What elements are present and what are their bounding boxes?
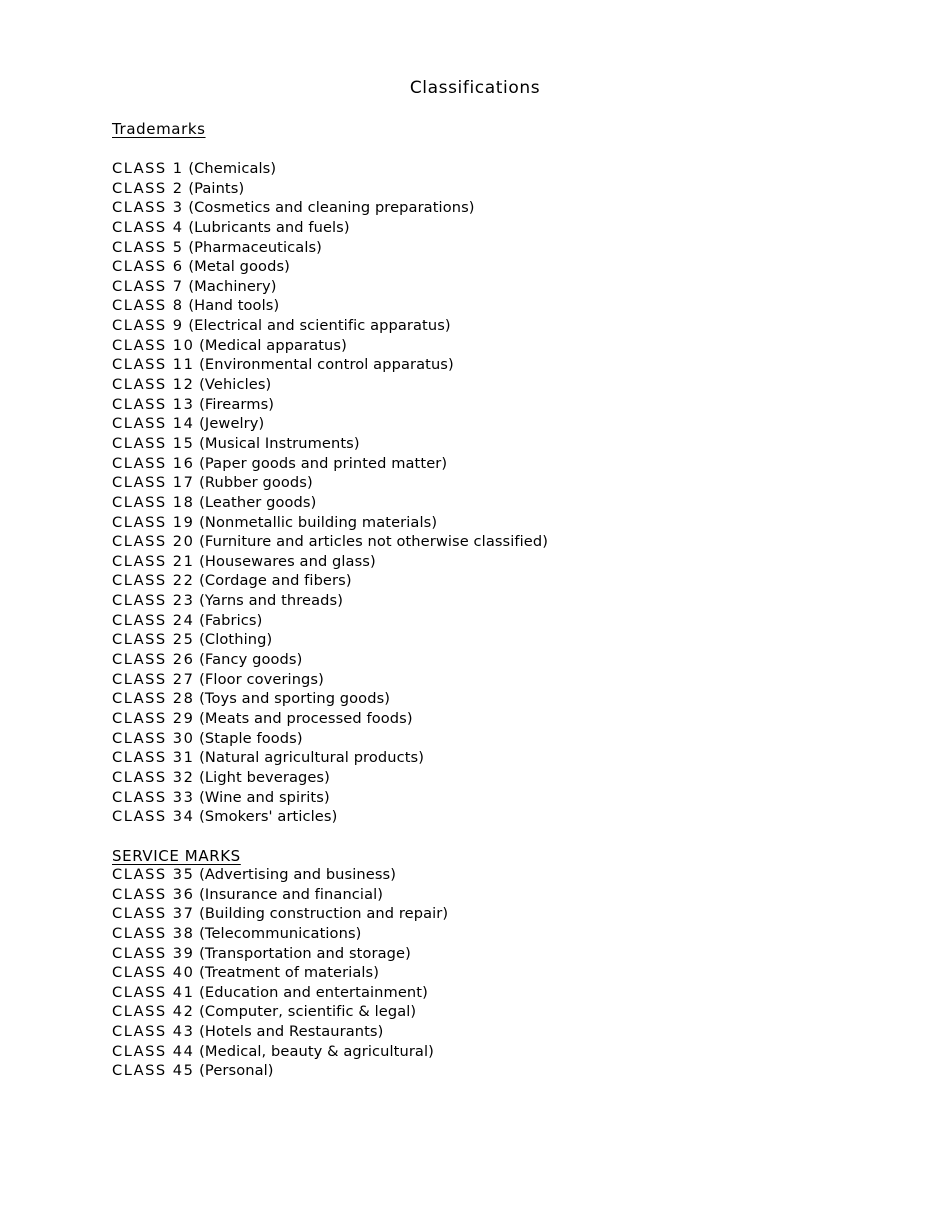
class-label: CLASS 44 (112, 1042, 195, 1060)
trademark-class-item (112, 414, 548, 434)
class-label: CLASS 17 (112, 474, 195, 492)
class-description: (Metal goods) (188, 258, 290, 276)
trademark-class-item (112, 159, 548, 179)
trademark-class-item (112, 650, 548, 670)
class-description: (Paints) (188, 179, 245, 197)
class-label: CLASS 16 (112, 454, 195, 472)
service-mark-class-item (112, 983, 448, 1003)
trademark-class-item (112, 768, 548, 788)
class-label: CLASS 29 (112, 709, 195, 727)
trademark-class-item (112, 316, 548, 336)
class-description: (Hand tools) (188, 297, 280, 315)
service-mark-class-item (112, 865, 448, 885)
class-description: (Environmental control apparatus) (199, 356, 454, 374)
trademark-class-item (112, 218, 548, 238)
class-description: (Treatment of materials) (199, 964, 380, 982)
class-description: (Jewelry) (199, 415, 265, 433)
class-label: CLASS 26 (112, 651, 195, 669)
trademark-class-item (112, 788, 548, 808)
trademark-class-list (112, 159, 548, 827)
class-description: (Building construction and repair) (199, 905, 449, 923)
class-label: CLASS 5 (112, 238, 184, 256)
trademark-class-item (112, 532, 548, 552)
class-description: (Vehicles) (199, 376, 272, 394)
class-label: CLASS 41 (112, 983, 195, 1001)
class-description: (Machinery) (188, 277, 277, 295)
class-label: CLASS 27 (112, 670, 195, 688)
class-label: CLASS 32 (112, 768, 195, 786)
trademark-class-item (112, 434, 548, 454)
class-label: CLASS 25 (112, 631, 195, 649)
class-label: CLASS 9 (112, 317, 184, 335)
class-description: (Cosmetics and cleaning preparations) (188, 199, 475, 217)
trademark-class-item (112, 179, 548, 199)
class-label: CLASS 12 (112, 376, 195, 394)
class-label: CLASS 21 (112, 552, 195, 570)
class-description: (Natural agricultural products) (199, 749, 425, 767)
class-label: CLASS 33 (112, 788, 195, 806)
trademark-class-item (112, 611, 548, 631)
trademark-class-item (112, 689, 548, 709)
service-mark-class-item (112, 1002, 448, 1022)
class-label: CLASS 6 (112, 258, 184, 276)
trademark-class-item (112, 277, 548, 297)
class-label: CLASS 43 (112, 1023, 195, 1041)
class-description: (Toys and sporting goods) (199, 690, 391, 708)
service-mark-class-item (112, 1042, 448, 1062)
trademark-class-item (112, 748, 548, 768)
trademark-class-item (112, 473, 548, 493)
class-description: (Rubber goods) (199, 474, 313, 492)
class-label: CLASS 7 (112, 277, 184, 295)
trademark-class-item (112, 296, 548, 316)
class-label: CLASS 34 (112, 808, 195, 826)
class-description: (Electrical and scientific apparatus) (188, 317, 451, 335)
class-description: (Pharmaceuticals) (188, 238, 322, 256)
trademark-class-item (112, 709, 548, 729)
trademark-class-item (112, 729, 548, 749)
service-mark-class-item (112, 885, 448, 905)
class-description: (Lubricants and fuels) (188, 218, 350, 236)
trademark-class-item (112, 454, 548, 474)
class-description: (Cordage and fibers) (199, 572, 352, 590)
class-label: CLASS 20 (112, 533, 195, 551)
class-description: (Light beverages) (199, 768, 330, 786)
class-description: (Fancy goods) (199, 651, 303, 669)
class-description: (Chemicals) (188, 160, 277, 177)
trademark-class-item (112, 807, 548, 827)
service-mark-class-item (112, 924, 448, 944)
class-description: (Clothing) (199, 631, 273, 649)
class-description: (Medical apparatus) (199, 336, 347, 354)
trademark-class-item (112, 630, 548, 650)
class-description: (Staple foods) (199, 729, 303, 747)
class-label: CLASS 45 (112, 1062, 195, 1080)
class-label: CLASS 15 (112, 434, 195, 452)
trademark-class-item (112, 493, 548, 513)
class-label: CLASS 11 (112, 356, 195, 374)
class-description: (Wine and spirits) (199, 788, 330, 806)
class-description: (Personal) (199, 1062, 274, 1080)
class-label: CLASS 39 (112, 944, 195, 962)
class-label: CLASS 10 (112, 336, 195, 354)
class-description: (Telecommunications) (199, 924, 362, 942)
service-mark-class-list (112, 865, 448, 1081)
class-label: CLASS 8 (112, 297, 184, 315)
trademark-class-item (112, 552, 548, 572)
class-label: CLASS 37 (112, 905, 195, 923)
class-description: (Leather goods) (199, 493, 317, 511)
class-description: (Computer, scientific & legal) (199, 1003, 417, 1021)
class-description: (Yarns and threads) (199, 592, 344, 610)
class-label: CLASS 2 (112, 179, 184, 197)
class-description: (Musical Instruments) (199, 434, 360, 452)
class-description: (Firearms) (199, 395, 275, 413)
class-label: CLASS 22 (112, 572, 195, 590)
trademark-class-item (112, 336, 548, 356)
class-label: CLASS 1 (112, 160, 184, 177)
class-description: (Furniture and articles not otherwise classified) (199, 533, 549, 551)
class-label: CLASS 31 (112, 749, 195, 767)
class-label: CLASS 28 (112, 690, 195, 708)
trademark-class-item (112, 571, 548, 591)
trademark-class-item (112, 355, 548, 375)
class-description: (Education and entertainment) (199, 983, 428, 1001)
class-description: (Nonmetallic building materials) (199, 513, 438, 531)
service-mark-class-item (112, 1061, 448, 1081)
service-mark-class-item (112, 944, 448, 964)
trademark-class-item (112, 238, 548, 258)
class-label: CLASS 23 (112, 592, 195, 610)
trademark-class-item (112, 198, 548, 218)
class-description: (Paper goods and printed matter) (199, 454, 448, 472)
trademark-class-item (112, 375, 548, 395)
class-description: (Transportation and storage) (199, 944, 411, 962)
page-title: Classifications (409, 78, 541, 98)
class-description: (Fabrics) (199, 611, 263, 629)
trademark-class-item (112, 395, 548, 415)
class-label: CLASS 38 (112, 924, 195, 942)
service-mark-class-item (112, 963, 448, 983)
trademarks-heading: Trademarks (112, 120, 206, 138)
class-label: CLASS 19 (112, 513, 195, 531)
class-description: (Medical, beauty & agricultural) (199, 1042, 434, 1060)
class-description: (Housewares and glass) (199, 552, 376, 570)
class-description: (Meats and processed foods) (199, 709, 413, 727)
class-label: CLASS 36 (112, 885, 195, 903)
class-description: (Smokers' articles) (199, 808, 338, 826)
class-label: CLASS 35 (112, 866, 195, 883)
class-label: CLASS 42 (112, 1003, 195, 1021)
service-mark-class-item (112, 904, 448, 924)
trademark-class-item (112, 257, 548, 277)
class-label: CLASS 14 (112, 415, 195, 433)
trademark-class-item (112, 591, 548, 611)
class-label: CLASS 24 (112, 611, 195, 629)
class-description: (Floor coverings) (199, 670, 324, 688)
class-label: CLASS 4 (112, 218, 184, 236)
class-label: CLASS 30 (112, 729, 195, 747)
service-marks-heading: SERVICE MARKS (112, 847, 241, 865)
class-description: (Insurance and financial) (199, 885, 384, 903)
trademark-class-item (112, 670, 548, 690)
service-mark-class-item (112, 1022, 448, 1042)
class-description: (Hotels and Restaurants) (199, 1023, 384, 1041)
class-label: CLASS 40 (112, 964, 195, 982)
class-label: CLASS 3 (112, 199, 184, 217)
class-label: CLASS 13 (112, 395, 195, 413)
class-label: CLASS 18 (112, 493, 195, 511)
class-description: (Advertising and business) (199, 866, 397, 883)
trademark-class-item (112, 513, 548, 533)
